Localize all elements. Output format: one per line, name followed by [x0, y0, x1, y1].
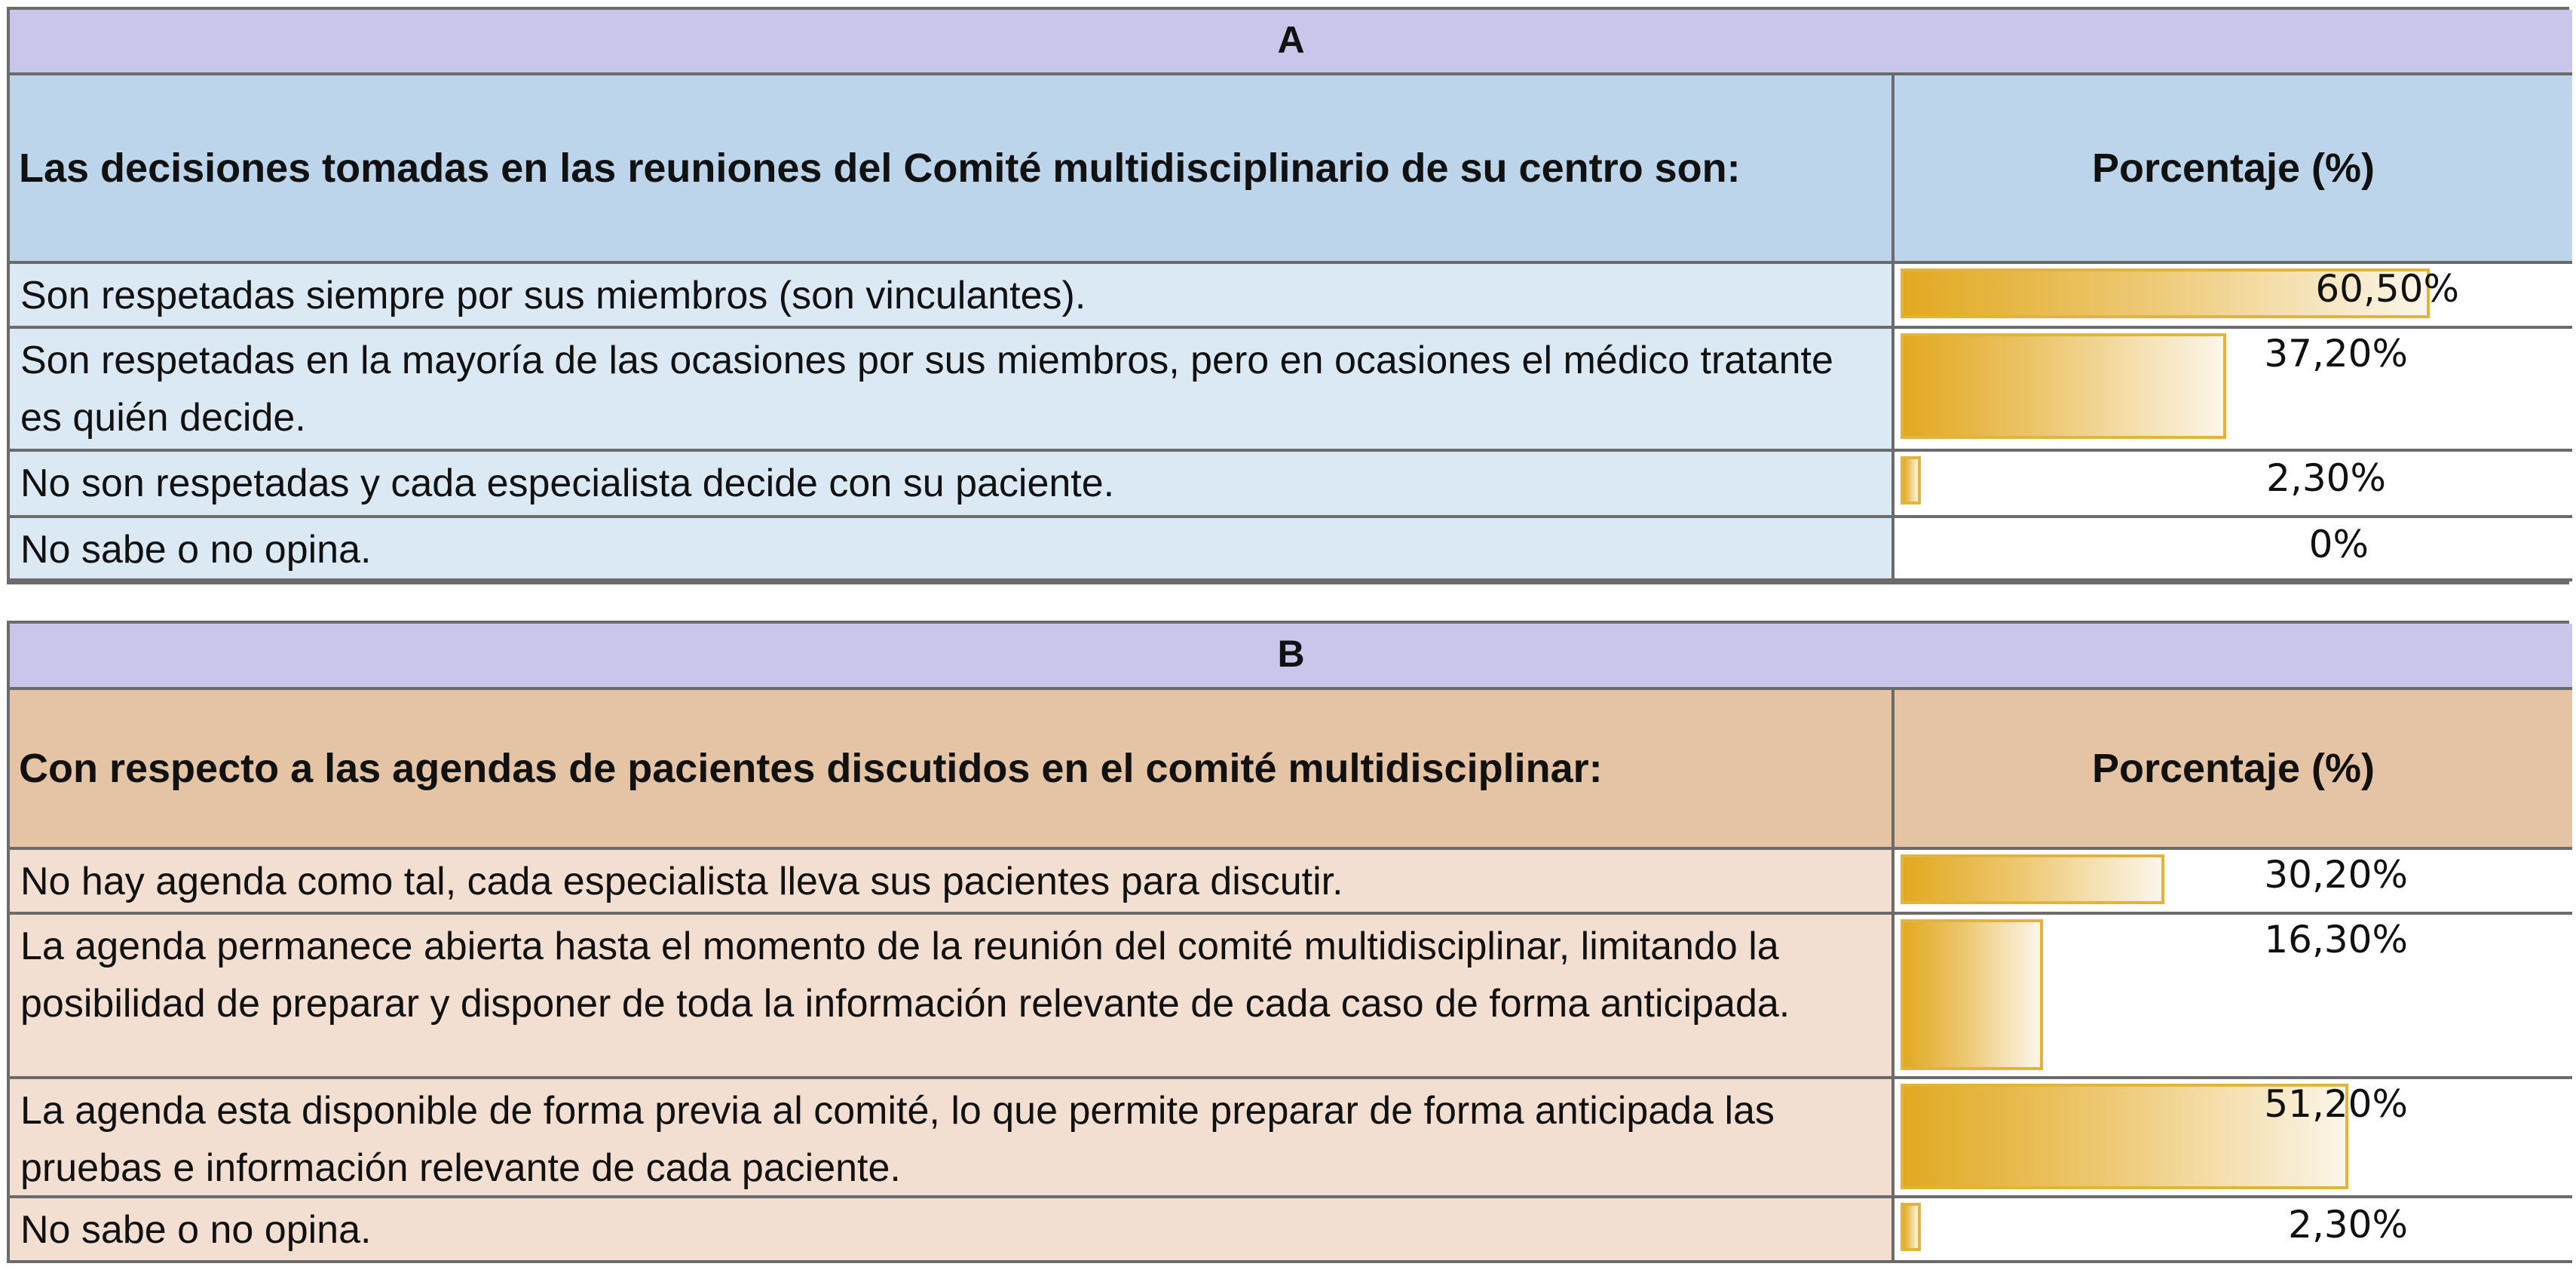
- panel-a-table: [7, 7, 2569, 584]
- panel-b-bar-1: [1901, 854, 2164, 904]
- panel-b-title: B: [10, 624, 2572, 690]
- panel-a-percent-header: Porcentaje (%): [1894, 75, 2572, 264]
- panel-b-percent-header: Porcentaje (%): [1894, 690, 2572, 850]
- panel-b-option-4: No sabe o no opina.: [10, 1198, 1894, 1263]
- panel-b-bar-2: [1901, 919, 2043, 1070]
- panel-b-option-2: La agenda permanece abierta hasta el momento de la reunión del comité multidisciplinar, limitando la posibilidad de preparar y disponer de toda la información relevante de cada caso de forma anticipada.: [10, 915, 1894, 1079]
- panel-b-table: [7, 621, 2569, 1263]
- panel-a-bar-2: [1901, 333, 2226, 439]
- panel-b-percent-cell-4: [1894, 1198, 2572, 1263]
- panel-a-option-3: No son respetadas y cada especialista decide con su paciente.: [10, 452, 1894, 518]
- panel-a-percent-cell-4: [1894, 518, 2572, 581]
- panel-a-value-1: 60,50%: [2315, 267, 2459, 311]
- panel-a-option-2: Son respetadas en la mayoría de las ocasiones por sus miembros, pero en ocasiones el médico tratante es quién decide.: [10, 329, 1894, 452]
- panel-a-percent-cell-1: [1894, 264, 2572, 329]
- panel-a-option-4: No sabe o no opina.: [10, 518, 1894, 581]
- panel-a-percent-cell-2: [1894, 329, 2572, 452]
- panel-a-title: A: [10, 10, 2572, 75]
- panel-b-bar-4: [1901, 1203, 1921, 1251]
- panel-a-option-1: Son respetadas siempre por sus miembros (son vinculantes).: [10, 264, 1894, 329]
- panel-a-value-3: 2,30%: [2266, 456, 2386, 500]
- panel-b-percent-cell-1: [1894, 850, 2572, 915]
- panel-a-value-2: 37,20%: [2264, 332, 2408, 376]
- panel-b-percent-cell-3: [1894, 1079, 2572, 1198]
- panel-b-option-1: No hay agenda como tal, cada especialista lleva sus pacientes para discutir.: [10, 850, 1894, 915]
- panel-b-value-3: 51,20%: [2264, 1082, 2408, 1126]
- panel-b-percent-cell-2: [1894, 915, 2572, 1079]
- panel-a-percent-cell-3: [1894, 452, 2572, 518]
- panel-a-question: Las decisiones tomadas en las reuniones del Comité multidisciplinario de su centro son:: [10, 75, 1894, 264]
- panel-b-value-4: 2,30%: [2288, 1203, 2408, 1247]
- panel-b-value-1: 30,20%: [2264, 853, 2408, 897]
- panel-a-value-4: 0%: [2308, 523, 2369, 566]
- panel-b-value-2: 16,30%: [2264, 918, 2408, 961]
- panel-a-bar-3: [1901, 456, 1921, 504]
- panel-b-option-3: La agenda esta disponible de forma previa al comité, lo que permite preparar de forma anticipada las pruebas e información relevante de cada paciente.: [10, 1079, 1894, 1198]
- panel-b-question: Con respecto a las agendas de pacientes discutidos en el comité multidisciplinar:: [10, 690, 1894, 850]
